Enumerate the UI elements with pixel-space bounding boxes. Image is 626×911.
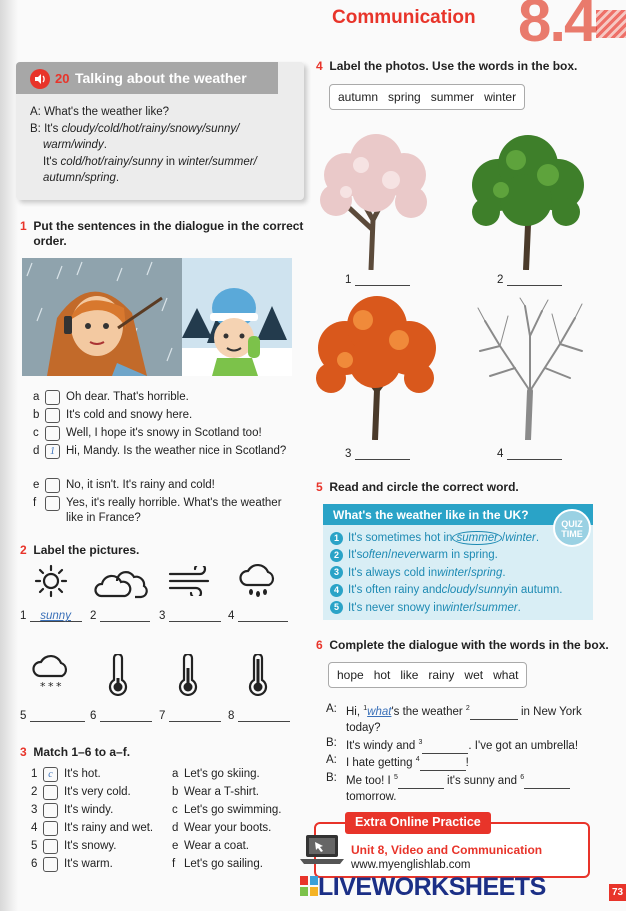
ex6-word-box xyxy=(328,662,527,688)
quiz-number: 2 xyxy=(330,549,343,562)
quiz-title: What's the weather like in the UK? xyxy=(323,504,593,525)
ex3-option-e xyxy=(172,839,296,854)
ex6-blank-2[interactable] xyxy=(470,708,518,720)
ex3-option-b xyxy=(172,785,296,800)
ex6-blank-1[interactable]: what xyxy=(367,705,392,718)
ex3-option-c xyxy=(172,803,296,818)
svg-text:*: * xyxy=(40,680,46,693)
ex3-answer-box[interactable] xyxy=(43,785,58,800)
ex1-item-c xyxy=(33,426,295,441)
ex3-statement: It's very cold. xyxy=(64,786,131,798)
ex3-answer-box[interactable] xyxy=(43,821,58,836)
ex3-item-3 xyxy=(31,803,171,818)
ex3-option-letter: f xyxy=(172,858,176,870)
ex1-answer-box[interactable]: 1 xyxy=(45,444,60,459)
quiz-option-1[interactable]: winter xyxy=(437,566,468,579)
word-hot: hot xyxy=(373,668,391,682)
ex1-item-a xyxy=(33,390,295,405)
ex3-answer-box[interactable] xyxy=(43,839,58,854)
quiz-option-1[interactable]: summer xyxy=(452,531,502,545)
rain-icon xyxy=(238,563,278,599)
ex1-letter: d xyxy=(33,445,40,457)
quiz-item-5: 5 It's never snowy in winter / summer . xyxy=(330,601,521,614)
ex3-option-text: Let's go swimming. xyxy=(184,804,282,816)
word-like: like xyxy=(400,668,419,682)
quiz-number: 5 xyxy=(330,601,343,614)
extra-practice-tab: Extra Online Practice xyxy=(345,812,491,834)
dialogue-line-3: A: I hate getting $^4$ ! xyxy=(326,754,469,769)
ex3-answer-box[interactable] xyxy=(43,803,58,818)
autumn-tree-photo xyxy=(313,290,439,440)
quiz-option-1[interactable]: winter xyxy=(442,601,473,614)
ex1-letter: a xyxy=(33,391,40,403)
quiz-item-3: 3 It's always cold in winter / spring . xyxy=(330,566,506,579)
winter-tree-photo xyxy=(470,296,588,440)
ex3-statement: It's windy. xyxy=(64,804,114,816)
quiz-option-2[interactable]: never xyxy=(391,549,420,561)
ex1-letter: f xyxy=(33,497,37,509)
quiz-option-2[interactable]: winter xyxy=(505,532,536,544)
language-box-title: Talking about the weather xyxy=(75,70,247,86)
ex4-blank-3[interactable]: 3 xyxy=(345,448,410,460)
ex1-heading: 1 Put the sentences in the dialogue in the correct order. xyxy=(20,219,304,248)
ex6-heading: 6 Complete the dialogue with the words in the box. xyxy=(316,638,609,652)
ex5-heading: 5 Read and circle the correct word. xyxy=(316,480,519,494)
ex3-option-text: Wear your boots. xyxy=(184,822,272,834)
ex3-item-6 xyxy=(31,857,171,872)
quiz-number: 4 xyxy=(330,584,343,597)
ex3-option-letter: d xyxy=(172,822,179,834)
liveworksheets-logo: LIVEWORKSHEETS xyxy=(318,873,546,901)
ex3-option-a xyxy=(172,767,296,782)
word-winter: winter xyxy=(484,90,517,104)
ex3-number: 3 xyxy=(31,804,38,816)
ex1-letter: e xyxy=(33,479,40,491)
section-title: Communication xyxy=(332,7,476,28)
word-summer: summer xyxy=(430,90,475,104)
word-autumn: autumn xyxy=(338,90,379,104)
ex4-blank-1[interactable]: 1 xyxy=(345,274,410,286)
ex1-letter: b xyxy=(33,409,40,421)
ex3-option-f xyxy=(172,857,296,872)
ex1-answer-box[interactable] xyxy=(45,478,60,493)
quiz-option-2[interactable]: summer xyxy=(476,601,518,614)
word-wet: wet xyxy=(464,668,484,682)
thermometer-mid-icon xyxy=(177,654,199,696)
ex4-heading: 4 Label the photos. Use the words in the box. xyxy=(316,59,578,73)
phone-call-illustration xyxy=(22,258,292,376)
dialogue-line-2: B: It's windy and $^3$ . I've got an umbrella! xyxy=(326,737,579,752)
ex1-letter: c xyxy=(33,427,39,439)
ex1-item-f xyxy=(33,496,295,526)
ex4-blank-4[interactable]: 4 xyxy=(497,448,562,460)
svg-text:*: * xyxy=(48,680,54,693)
ex3-option-letter: c xyxy=(172,804,178,816)
ex3-item-4 xyxy=(31,821,171,836)
ex3-heading: 3 Match 1–6 to a–f. xyxy=(20,745,131,759)
liveworksheets-logo-icon xyxy=(300,876,318,896)
ex3-number: 2 xyxy=(31,786,38,798)
ex1-item-d xyxy=(33,444,295,459)
ex3-option-text: Wear a coat. xyxy=(184,840,249,852)
language-line-b2: It's cold/hot/rainy/sunny in winter/summer/ xyxy=(43,156,257,168)
word-what: what xyxy=(493,668,519,682)
ex2-blank-1[interactable]: 1 sunny xyxy=(20,610,82,622)
wind-icon xyxy=(168,566,212,596)
ex1-answer-box[interactable] xyxy=(45,390,60,405)
header-stripe-decoration xyxy=(596,10,626,38)
laptop-icon xyxy=(300,833,344,865)
extra-practice-url[interactable]: www.myenglishlab.com xyxy=(351,859,471,871)
language-line-b-cont: warm/windy. xyxy=(43,139,107,151)
ex1-sentence: It's cold and snowy here. xyxy=(66,409,193,421)
ex6-blank-5[interactable] xyxy=(398,777,444,789)
ex2-blank-8[interactable]: 8 xyxy=(228,710,290,722)
ex6-blank-6[interactable] xyxy=(524,777,570,789)
ex1-item-e xyxy=(33,478,295,493)
ex1-answer-box[interactable] xyxy=(45,496,60,511)
ex3-statement: It's hot. xyxy=(64,768,101,780)
sun-icon xyxy=(33,564,69,598)
ex3-statement: It's snowy. xyxy=(64,840,117,852)
ex2-blank-5[interactable]: 5 xyxy=(20,710,85,722)
thermometer-high-icon xyxy=(247,654,269,696)
ex3-option-letter: b xyxy=(172,786,179,798)
ex3-answer-box[interactable] xyxy=(43,857,58,872)
audio-track-number: 20 xyxy=(55,71,70,86)
language-line-b2-cont: autumn/spring. xyxy=(43,172,120,184)
word-hope: hope xyxy=(337,668,364,682)
ex3-option-letter: e xyxy=(172,840,179,852)
ex2-blank-6[interactable]: 6 xyxy=(90,710,152,722)
quiz-time-badge: QUIZ TIME xyxy=(553,509,591,547)
snow-icon xyxy=(31,654,71,694)
summer-tree-photo xyxy=(466,130,586,270)
ex3-item-5 xyxy=(31,839,171,854)
ex3-answer-box[interactable]: c xyxy=(43,767,58,782)
ex4-blank-2[interactable]: 2 xyxy=(497,274,562,286)
quiz-number: 3 xyxy=(330,566,343,579)
quiz-item-4: 4 It's often rainy and cloudy / sunny in autumn. xyxy=(330,584,562,597)
ex1-sentence: Well, I hope it's snowy in Scotland too! xyxy=(66,427,262,439)
ex2-blank-4[interactable]: 4 xyxy=(228,610,288,622)
quiz-item-1: 1 It's sometimes hot in summer / winter . xyxy=(330,531,539,545)
quiz-item-2: 2 It's often / never warm in spring. xyxy=(330,549,498,562)
ex3-number: 6 xyxy=(31,858,38,870)
quiz-option-2[interactable]: sunny xyxy=(478,584,509,596)
spring-tree-photo xyxy=(316,130,434,270)
svg-text:*: * xyxy=(56,680,62,693)
ex1-sentence: Hi, Mandy. Is the weather nice in Scotland? xyxy=(66,445,287,457)
ex3-option-text: Let's go skiing. xyxy=(184,768,260,780)
section-number: 8.4 xyxy=(518,0,596,54)
ex3-option-d xyxy=(172,821,296,836)
ex1-answer-box[interactable] xyxy=(45,408,60,423)
quiz-number: 1 xyxy=(330,532,343,545)
ex1-sentence: Yes, it's really horrible. What's the weather like in France? xyxy=(66,497,282,524)
language-line-b: B: It's cloudy/cold/hot/rainy/snowy/sunny/ xyxy=(30,123,240,135)
ex2-blank-2[interactable]: 2 xyxy=(90,610,150,622)
ex2-heading: 2 Label the pictures. xyxy=(20,543,140,557)
extra-practice-unit: Unit 8, Video and Communication xyxy=(351,843,543,857)
ex4-word-box xyxy=(329,84,525,110)
audio-speaker-icon[interactable] xyxy=(30,69,50,89)
ex3-option-letter: a xyxy=(172,768,179,780)
ex3-number: 1 xyxy=(31,768,38,780)
ex3-option-text: Let's go sailing. xyxy=(184,858,263,870)
ex1-answer-box[interactable] xyxy=(45,426,60,441)
ex3-item-1 xyxy=(31,767,171,782)
ex3-option-text: Wear a T-shirt. xyxy=(184,786,259,798)
ex3-number: 5 xyxy=(31,840,38,852)
ex2-blank-3[interactable]: 3 xyxy=(159,610,221,622)
ex1-item-b xyxy=(33,408,295,423)
ex3-number: 4 xyxy=(31,822,38,834)
word-spring: spring xyxy=(388,90,421,104)
ex1-sentence: Oh dear. That's horrible. xyxy=(66,391,189,403)
ex1-sentence: No, it isn't. It's rainy and cold! xyxy=(66,479,215,491)
word-rainy: rainy xyxy=(428,668,455,682)
ex2-blank-7[interactable]: 7 xyxy=(159,710,221,722)
quiz-option-2[interactable]: spring xyxy=(471,566,503,579)
ex3-statement: It's warm. xyxy=(64,858,113,870)
dialogue-line-4: B: Me too! I $^5$ it's sunny and $^6$ tomorrow. xyxy=(326,770,570,805)
ex3-item-2 xyxy=(31,785,171,800)
quiz-option-1[interactable]: cloudy xyxy=(441,584,475,596)
dialogue-line-1: A: Hi, $^1$what's the weather $^2$ in New York today? xyxy=(326,703,582,734)
clouds-icon xyxy=(93,563,149,599)
quiz-option-1[interactable]: often xyxy=(362,549,388,561)
thermometer-low-icon xyxy=(107,654,129,696)
language-line-a: A: What's the weather like? xyxy=(30,106,170,118)
page-number: 73 xyxy=(609,884,626,901)
ex3-statement: It's rainy and wet. xyxy=(64,822,154,834)
